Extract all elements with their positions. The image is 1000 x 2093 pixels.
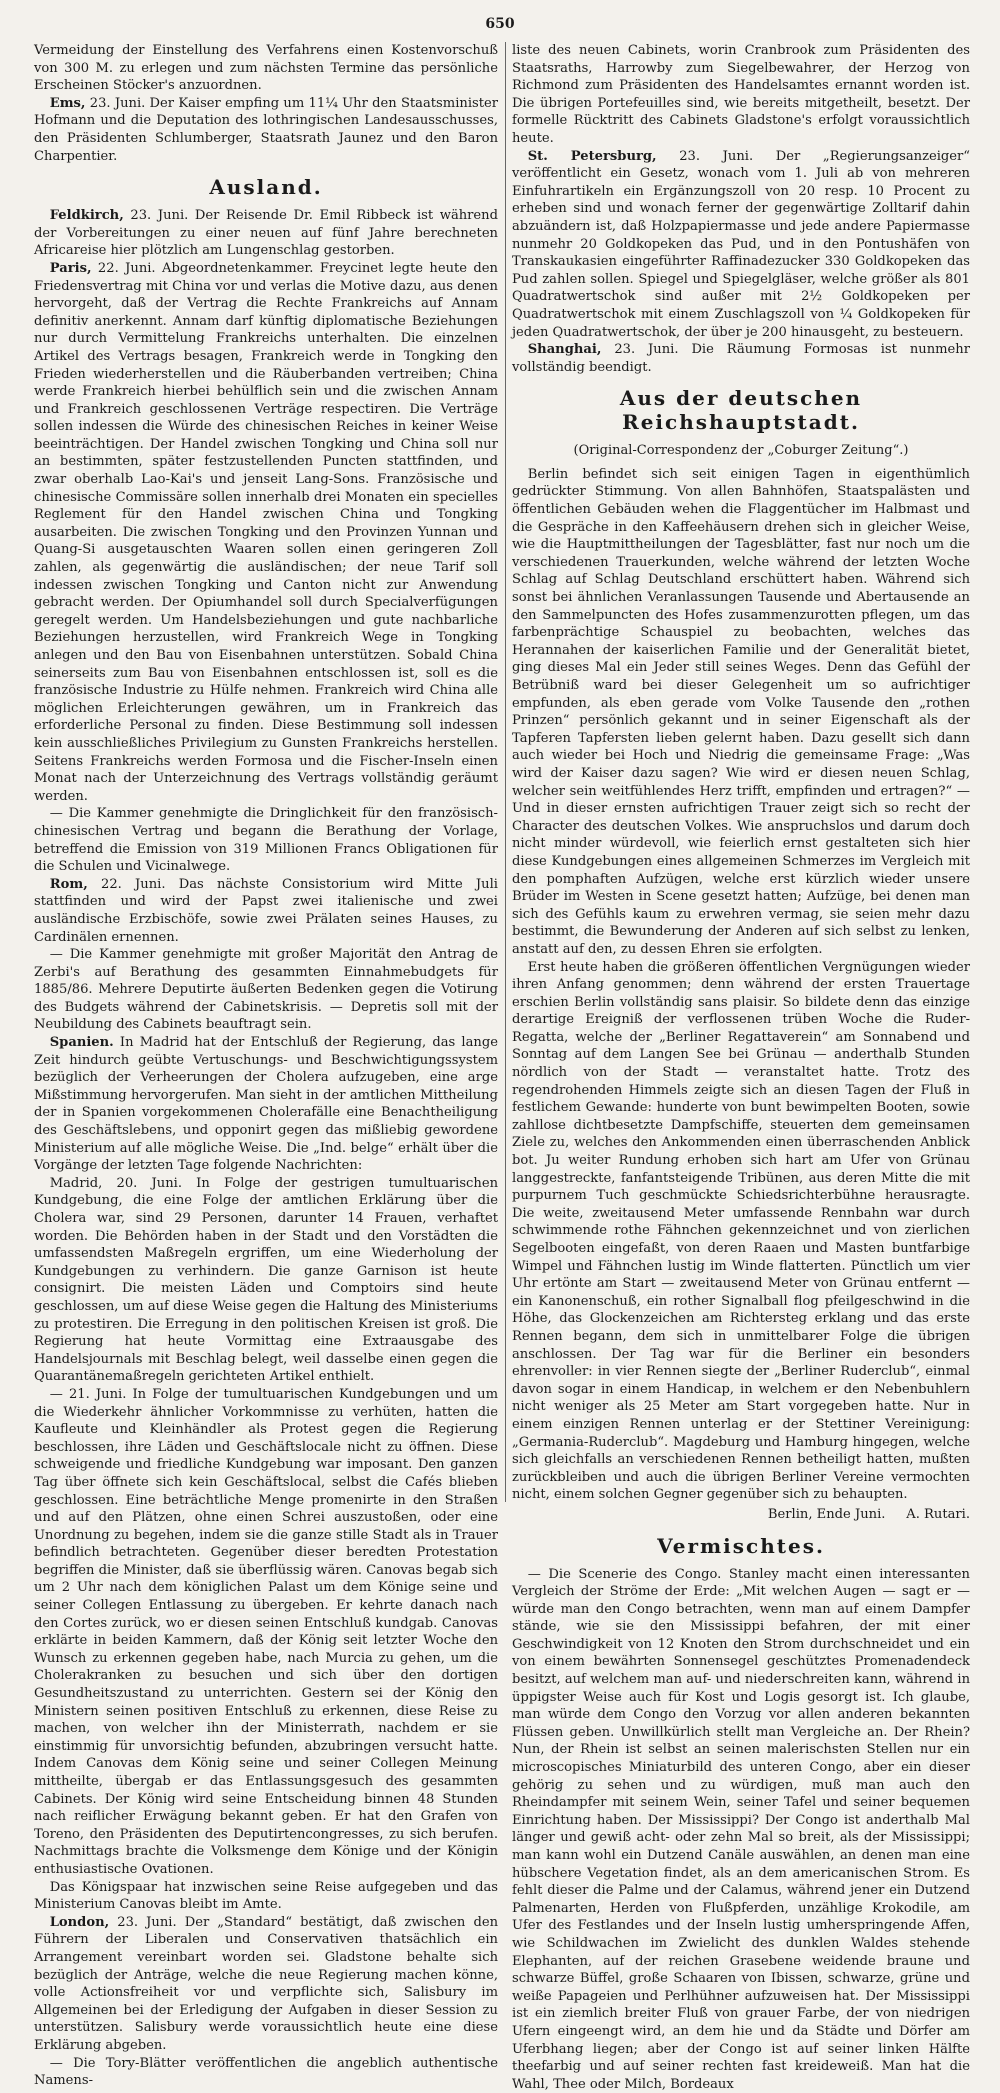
news-item-rom [34, 876, 498, 946]
news-item-tory: — Die Tory-Blätter veröffentlichen die angeblich authentische Namens- [34, 2055, 498, 2090]
dateline: London, [50, 1915, 109, 1930]
section-heading-ausland: Ausland. [34, 175, 498, 199]
news-item-rom-kammer: — Die Kammer genehmigte mit großer Majorität den Antrag de Zerbi's auf Berathung des gesammten Einnahmebudgets für 1885/86. Mehrere Deputirte äußerten Bedenken gegen die Votirung des Budgets während der Cabinetskrisis. — Depretis soll mit der Neubildung des Cabinets beauftragt sein. [34, 946, 498, 1034]
news-item-petersburg [512, 148, 970, 342]
dateline: Spanien. [50, 1035, 114, 1050]
page-number: 650 [0, 16, 1000, 32]
news-text: 23. Juni. Der „Standard“ bestätigt, daß zwischen den Führern der Liberalen und Conservativen thatsächlich ein Arrangement vereinbart worden sei. Gladstone behalte sich bezüglich der Anträge, welche die neue Regierung machen könne, volle Actionsfreiheit vor und verpflichte sich, Salisbury im Allgemeinen bei der Erledigung der Aufgaben in dieser Session zu unterstützen. Salisbury werde voraussichtlich heute eine diese Erklärung abgeben. [34, 1915, 498, 2053]
left-column [34, 42, 498, 1502]
news-text: 23. Juni. Der Kaiser empfing um 11¼ Uhr den Staatsminister Hofmann und die Deputation des lothringischen Landesausschusses, den Präsidenten Schlumberger, Staatsrath Jaunez und den Baron Charpentier. [34, 96, 498, 164]
news-text: In Madrid hat der Entschluß der Regierung, das lange Zeit hindurch geübte Vertuschungs- und Beschwichtigungssystem bezüglich der Verheerungen der Cholera aufzugeben, eine arge Mißstimmung hervorgerufen. Man sieht in der amtlichen Mittheilung der in Spanien vorgekommenen Cholerafälle eine Benachtheiligung des Geschäftslebens, und opponirt gegen das mißliebig gewordene Ministerium auf alle mögliche Weise. Die „Ind. belge“ erhält über die Vorgänge der letzten Tage folgende Nachrichten: [34, 1035, 498, 1173]
news-item-madrid-21: — 21. Juni. In Folge der tumultuarischen Kundgebungen und um die Wiederkehr ähnlicher Vorkommnisse zu verhüten, hatten die Kaufleute und Kleinhändler als Protest gegen die Regierung beschlossen, ihre Läden und Geschäftslocale nicht zu öffnen. Diese schweigende und friedliche Kundgebung war imposant. Den ganzen Tag über öffnete sich kein Geschäftslocal, selbst die Cafés blieben geschlossen. Eine beträchtliche Menge promenirte in den Straßen und auf den Plätzen, ohne einen Schrei auszustoßen, oder eine Unordnung zu begehen, indem sie die ganze stille Stadt als in Trauer befindlich betrachteten. Gegenüber dieser beredten Protestation begriffen die Minister, daß sie überflüssig wären. Canovas begab sich um 2 Uhr nach dem königlichen Palast um dem Könige seine und seiner Collegen Entlassung zu übergeben. Er kehrte danach nach den Cortes zurück, wo er diesen seinen Entschluß kundgab. Canovas erklärte in beiden Kammern, daß der König seit letzter Woche den Wunsch zu erkennen gegeben habe, nach Murcia zu gehen, um die Cholerakranken zu besuchen und sich über den dortigen Gesundheitszustand zu unterrichten. Gestern sei der König den Ministern seinen positiven Entschluß zu erkennen, diese Reise zu machen, von welcher ihn der Ministerrath, nachdem er sie einstimmig für unvorsichtig befunden, abzubringen versucht hatte. Indem Canovas dem König seine und seiner Collegen Meinung mittheilte, übergab er das Entlassungsgesuch des gesammten Cabinets. Der König wird seine Entscheidung binnen 48 Stunden nach reiflicher Erwägung bekannt geben. Er hat den Grafen von Toreno, den Präsidenten des Deputirtencongresses, zu sich berufen. Nachmittags brachte die Volksmenge dem Könige und der Königin enthusiastische Ovationen. [34, 1386, 498, 1879]
author-name: A. Rutari. [906, 1507, 970, 1522]
news-item-london [34, 1914, 498, 2055]
dateline: Rom, [50, 877, 88, 892]
news-text: 22. Juni. Abgeordnetenkammer. Freycinet legte heute den Friedensvertrag mit China vor und verlas die Motive dazu, aus denen hervorgeht, daß der Vertrag die Rechte Frankreichs auf Annam definitiv anerkennt. Annam darf künftig diplomatische Beziehungen nur durch Vermittelung Frankreichs unterhalten. Die einzelnen Artikel des Vertrags besagen, Frankreich werde in Tongking den Frieden wiederherstellen und die Räuberbanden vertreiben; China werde Frankreich hierbei behülflich sein und die zwischen Annam und Frankreich geschlossenen Verträge respectiren. Die Verträge sollen indessen die Würde des chinesischen Reiches in keiner Weise beeinträchtigen. Der Handel zwischen Tongking und China soll nur an bestimmten, später festzustellenden Puncten stattfinden, und zwar oberhalb Lao-Kai's und jenseit Lang-Sons. Französische und chinesische Commissäre sollen innerhalb drei Monaten ein specielles Reglement für den Handel zwischen China und Tongking ausarbeiten. Die zwischen Tongking und den Provinzen Yunnan und Quang-Si ausgetauschten Waaren sollen einen geringeren Zoll zahlen, als gegenwärtig die ausländischen; der neue Tarif soll indessen zwischen Tongking und Canton nicht zur Anwendung gebracht werden. Der Opiumhandel soll durch Specialverfügungen geregelt werden. Um Handelsbeziehungen und gute nachbarliche Beziehungen herzustellen, wird Frankreich Wege in Tongking anlegen und den Bau von Eisenbahnen unterstützen. Sobald China seinerseits zum Bau von Eisenbahnen entschlossen ist, soll es die französische Industrie zu Hülfe nehmen. Frankreich wird China alle möglichen Erleichterungen gewähren, um in Frankreich das erforderliche Personal zu finden. Diese Bestimmung soll indessen kein ausschließliches Privilegium zu Gunsten Frankreichs herstellen. Seitens Frankreichs werden Formosa und die Fischer-Inseln einen Monat nach der Unterzeichnung des Vertrags vollständig geräumt werden. [34, 261, 498, 804]
news-text: 23. Juni. Die Räumung Formosas ist nunmehr vollständig beendigt. [512, 342, 970, 375]
signoff-place-date: Berlin, Ende Juni. [768, 1507, 886, 1522]
news-item-paris [34, 260, 498, 805]
section-heading-vermischtes: Vermischtes. [512, 1534, 970, 1558]
right-column [512, 42, 970, 1502]
dateline: Feldkirch, [50, 208, 124, 223]
dateline: Shanghai, [528, 342, 602, 357]
section-heading-reichshauptstadt: Aus der deutschen Reichshauptstadt. [512, 386, 970, 434]
news-text: 22. Juni. Das nächste Consistorium wird Mitte Juli stattfinden und wird der Papst zwei italienische und zwei ausländische Erzbischöfe, sowie zwei Prälaten seines Hauses, zu Cardinälen ernennen. [34, 877, 498, 945]
news-item-feldkirch [34, 207, 498, 260]
news-text: 23. Juni. Der Reisende Dr. Emil Ribbeck ist während der Vorbereitungen zu einer neuen auf fünf Jahre berechneten Africareise hier plötzlich am Lungenschlag gestorben. [34, 208, 498, 258]
article-paragraph: — Die Scenerie des Congo. Stanley macht einen interessanten Vergleich der Ströme der Erde: „Mit welchen Augen — sagt er — würde man den Congo betrachten, wenn man auf einem Dampfer stände, wie sie den Mississippi befahren, der mit einer Geschwindigkeit von 12 Knoten den Strom durchschneidet und ein von einem bewährten Sonnensegel geschütztes Promenadendeck besitzt, auf welchem man auf- und niederschreiten kann, während in üppigster Weise auch für Kost und Logis gesorgt ist. Ich glaube, man würde dem Congo den Vorzug vor allen anderen bekannten Flüssen geben. Unwillkürlich stellt man Vergleiche an. Der Rhein? Nun, der Rhein ist selbst an seinen malerischsten Stellen nur ein microscopisches Miniaturbild des unteren Congo, aber ein dieser gehörig zu sehen und zu würdigen, muß man auch den Rheindampfer mit seinem Wein, seiner Tafel und seiner bequemen Einrichtung haben. Der Mississippi? Der Congo ist anderthalb Mal länger und gewiß acht- oder zehn Mal so breit, als der Mississippi; man kann wohl ein Dutzend Canäle auswählen, an denen man eine hübschere Vegetation findet, als an dem americanischen Strom. Es fehlt dieser die Palme und der Calamus, während jener ein Dutzend Palmenarten, Herden von Flußpferden, unzählige Krokodile, am Ufer des Festlandes und der Inseln lustig umherspringende Affen, wie Schildwachen im Zwielicht des dunklen Waldes stehende Elephanten, auf der reichen Grasebene weidende braune und schwarze Büffel, große Schaaren von Ibissen, schwarze, grüne und weiße Papageien und Perlhühner aufzuweisen hat. Der Mississippi ist ein ziemlich breiter Fluß von grauer Farbe, der von niedrigen Ufern eingeengt wird, an dem hie und da Städte und Dörfer am Uferbhang liegen; aber der Congo ist auf seiner linken Hälfte theefarbig und auf seiner rechten fast kreideweiß. Man hat die Wahl, Thee oder Milch, Bordeaux [512, 1566, 970, 2093]
news-item-madrid-20: Madrid, 20. Juni. In Folge der gestrigen tumultuarischen Kundgebung, die eine Folge der amtlichen Erklärung über die Cholera war, sind 29 Personen, darunter 14 Frauen, verhaftet worden. Die Behörden haben in der Stadt und den Vorstädten die umfassendsten Maßregeln ergriffen, um eine Wiederholung der Kundgebungen zu verhindern. Die ganze Garnison ist heute consignirt. Die meisten Läden und Comptoirs sind heute geschlossen, um auf diese Weise gegen die Haltung des Ministeriums zu protestiren. Die Erregung in den politischen Kreisen ist groß. Die Regierung hat heute Vormittag eine Extraausgabe des Handelsjournals mit Beschlag belegt, weil dasselbe einen gegen die Quarantänemaßregeln gerichteten Artikel enthielt. [34, 1175, 498, 1386]
news-item-spanien [34, 1034, 498, 1175]
opening-paragraph: Vermeidung der Einstellung des Verfahrens einen Kostenvorschuß von 300 M. zu erlegen und zum nächsten Termine das persönliche Erscheinen Stöcker's anzuordnen. [34, 42, 498, 95]
news-item-paris-kammer: — Die Kammer genehmigte die Dringlichkeit für den französisch-chinesischen Vertrag und begann die Berathung der Vorlage, betreffend die Emission von 319 Millionen Francs Obligationen für die Schulen und Vicinalwege. [34, 805, 498, 875]
dateline: St. Petersburg, [528, 149, 657, 164]
opening-paragraph: liste des neuen Cabinets, worin Cranbrook zum Präsidenten des Staatsraths, Harrowby zum Siegelbewahrer, der Herzog von Richmond zum Präsidenten des Handelsamtes ernannt worden ist. Die übrigen Portefeuilles sind, wie bereits mitgetheilt, besetzt. Der formelle Rücktritt des Cabinets Gladstone's erfolgt voraussichtlich heute. [512, 42, 970, 148]
dateline: Ems, [50, 96, 86, 111]
column-divider [505, 42, 506, 1502]
news-text: 23. Juni. Der „Regierungsanzeiger“ veröffentlicht ein Gesetz, wonach vom 1. Juli ab von mehreren Einfuhrartikeln ein Ergänzungszoll von 20 resp. 10 Procent zu erheben sind und wonach ferner der gegenwärtige Zolltarif dahin abzuändern ist, daß Holzpapiermasse und jede andere Papiermasse nunmehr 20 Goldkopeken das Pud, und in den Pontushäfen von Transkaukasien eingeführter Raffinadezucker 330 Goldkopeken das Pud zahlen sollen. Spiegel und Spiegelgläser, welche größer als 801 Quadratwertschok sind außer mit 2½ Goldkopeken per Quadratwertschok mit einem Zuschlagszoll von ¼ Goldkopeken für jeden Quadratwertschok, der über je 200 hinausgeht, zu besteuern. [512, 149, 970, 340]
article-paragraph: Berlin befindet sich seit einigen Tagen in eigenthümlich gedrückter Stimmung. Von allen Bahnhöfen, Staatspalästen und öffentlichen Gebäuden wehen die Flaggentücher im Halbmast und die Gespräche in den Kaffeehäusern drehen sich in gleicher Weise, wie die Hauptmittheilungen der Tagesblätter, fast nur noch um die verschiedenen Trauerkunden, welche während der letzten Woche Schlag auf Schlag Deutschland erschüttert haben. Während sich sonst bei ähnlichen Veranlassungen Tausende und Abertausende an den Sammelpuncten des Hofes zusammenzurotten pflegen, um das farbenprächtige Schauspiel zu beobachten, welches das Herannahen der kaiserlichen Familie und der Generalität bietet, ging dieses Mal ein Jeder still seines Weges. Denn das Gefühl der Betrübniß ward bei dieser Gelegenheit um so aufrichtiger empfunden, als eben gerade vom Volke Tausende den „rothen Prinzen“ persönlich gekannt und in seiner Eigenschaft als der Tapferen Tapfersten lieben gelernt haben. Dazu gesellt sich dann auch wieder bei Hoch und Niedrig die gemeinsame Frage: „Was wird der Kaiser dazu sagen? Wie wird er diesen neuen Schlag, welcher sein weitfühlendes Herz trifft, empfinden und ertragen?“ — Und in dieser ernsten aufrichtigen Trauer zeigt sich so recht der Character des deutschen Volkes. Wie anspruchslos und darum doch nicht minder würdevoll, wie feierlich ernst gestalteten sich hier diese Kundgebungen eines allgemeinen Schmerzes im Vergleich mit den pomphaften Aufzügen, welche erst kürzlich wieder unsere Brüder im Westen in Scene gesetzt hatten; Aufzüge, bei denen man sich des Gefühls kaum zu erwehren vermag, sie seien mehr dazu bestimmt, die Bewunderung der Anderen auf sich selbst zu lenken, anstatt auf den, zu dessen Ehren sie erfolgten. [512, 466, 970, 959]
section-subheading: (Original-Correspondenz der „Coburger Zeitung“.) [512, 442, 970, 460]
dateline: Paris, [50, 261, 92, 276]
news-item-shanghai [512, 341, 970, 376]
news-item-koenigspaar: Das Königspaar hat inzwischen seine Reise aufgegeben und das Ministerium Canovas bleibt im Amte. [34, 1879, 498, 1914]
article-paragraph: Erst heute haben die größeren öffentlichen Vergnügungen wieder ihren Anfang genommen; denn während der ersten Trauertage erschien Berlin vollständig sans plaisir. So bildete denn das einzige derartige Ereigniß der verflossenen trüben Woche die Ruder-Regatta, welche der „Berliner Regattaverein“ am Sonnabend und Sonntag auf dem Langen See bei Grünau — anderthalb Stunden nördlich von der Stadt — veranstaltet hatte. Trotz des regendrohenden Himmels zeigte sich an diesen Tagen der Fluß in festlichem Gewande: hunderte von bunt bewimpelten Booten, sowie zahllose dichtbesetzte Dampfschiffe, steuerten dem gemeinsamen Ziele zu, welches den Ankommenden einen überraschenden Anblick bot. Ju weiter Rundung erhoben sich hart am Ufer von Grünau langgestreckte, fanfantsteigende Tribünen, aus deren Mitte die mit purpurnem Tuch geschmückte Schiedsrichterbühne herausragte. Die weite, zweitausend Meter umfassende Rennbahn war durch schwimmende rothe Fähnchen gekennzeichnet und von zierlichen Segelbooten eingefaßt, von deren Raaen und Masten buntfarbige Wimpel und Fähnchen lustig im Winde flatterten. Pünctlich um vier Uhr ertönte am Start — zweitausend Meter von Grünau entfernt — ein Kanonenschuß, ein rother Signalball flog pfeilgeschwind in die Höhe, das Glockenzeichen am Richtersteg erklang und das erste Rennen begann, dem sich in unmittelbarer Folge die übrigen anschlossen. Der Tag war für die Berliner ein besonders ehrenvoller: in vier Rennen siegte der „Berliner Ruderclub“, einmal davon sogar in einem Handicap, in welchem er den Nebenbuhlern nicht weniger als 25 Meter am Start vorgegeben hatte. Nur in einem einzigen Rennen unterlag er der Stettiner Vereinigung: „Germania-Ruderclub“. Magdeburg und Hamburg hingegen, welche sich gleichfalls an verschiedenen Rennen betheiligt hatten, mußten zurückbleiben und auch die übrigen Berliner Vereine vermochten nicht, einem solchen Gegner gegenüber sich zu behaupten. [512, 959, 970, 1504]
news-item-ems [34, 95, 498, 165]
article-signature [512, 1506, 970, 1524]
